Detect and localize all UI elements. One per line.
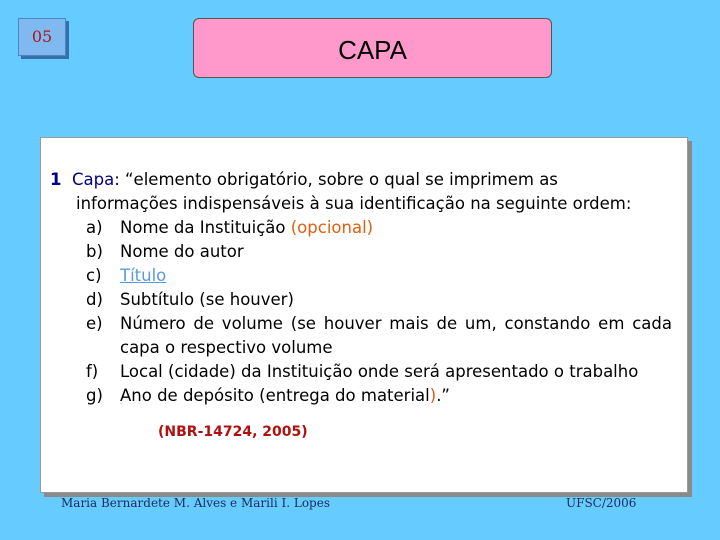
list-item [50,360,672,384]
cover-elements-list [50,216,672,408]
quote-tail: .” [436,386,450,405]
list-letter: c) [86,266,102,285]
list-item [50,240,672,264]
list-text: Subtítulo (se houver) [120,290,294,309]
titulo-link[interactable]: Título [120,266,167,285]
intro-text-cont: informações indispensáveis à sua identificação na seguinte ordem: [76,194,632,213]
list-letter: g) [86,386,103,405]
intro-text-first: : “elemento obrigatório, sobre o qual se imprimem as [114,170,558,189]
optional-note: (opcional) [290,218,374,237]
list-letter: a) [86,218,103,237]
list-text: Local (cidade) da Instituição onde será apresentado o trabalho [120,362,639,381]
list-item [50,216,672,240]
list-letter: e) [86,314,103,333]
list-letter: d) [86,290,103,309]
term-capa: Capa [71,170,115,189]
list-item [50,312,672,360]
close-paren: ) [429,386,437,405]
list-item [50,384,672,408]
list-letter: b) [86,242,103,261]
slide-title: CAPA [193,18,552,78]
list-text: Número de volume (se houver mais de um, constando em cada capa o respectivo volume [120,314,672,357]
list-text: Ano de depósito (entrega do material [120,386,430,405]
list-letter: f) [86,362,99,381]
list-text: Nome da Instituição [120,218,291,237]
list-item [50,264,672,288]
list-text: Nome do autor [120,242,244,261]
footer-authors: Maria Bernardete M. Alves e Marili I. Lopes [61,496,330,510]
slide-number-badge: 05 [18,18,66,56]
item-number: 1 [50,170,62,189]
list-item [50,288,672,312]
reference-citation: (NBR-14724, 2005) [158,424,308,440]
intro-paragraph [50,168,672,216]
footer-institution: UFSC/2006 [566,496,637,510]
